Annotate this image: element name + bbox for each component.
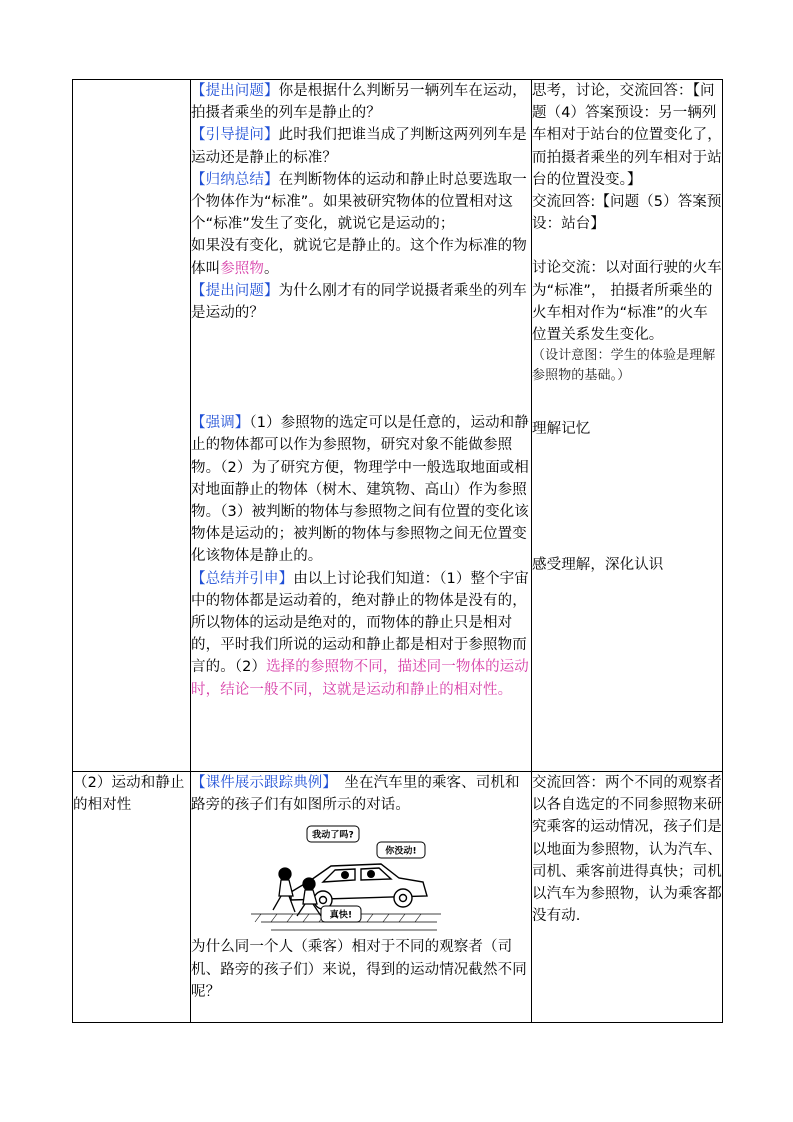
question-paragraph-2 [191, 280, 531, 324]
student-answer-e: 感受理解，深化认识 [532, 557, 664, 574]
lesson-plan-table [72, 79, 723, 1023]
summary-end: 。 [264, 260, 279, 277]
student-answer-b: 交流回答:【问题（5）答案预设：站台】 [532, 194, 722, 233]
reference-object-term: 参照物 [220, 260, 265, 277]
row2-left-cell [73, 772, 191, 1023]
passenger-icon [341, 871, 349, 879]
example-text: 坐在汽车里的乘客、司机和路旁的孩子们有如图所示的对话。 [191, 775, 520, 814]
car-dialogue-illustration [251, 822, 441, 932]
question-paragraph [191, 80, 531, 124]
design-intent-note: （设计意图：学生的体验是理解参照物的基础。） [532, 348, 716, 384]
example-question: 为什么同一个人（乘客）相对于不同的观察者（司机、路旁的孩子们）来说，得到的运动情况截然不同呢？ [191, 939, 527, 1000]
row2-teacher-cell [191, 772, 532, 1023]
extension-tag: 【总结并引申】 [191, 570, 294, 587]
guide-text: 此时我们把谁当成了判断这两列列车是运动还是静止的标准？ [191, 127, 527, 166]
car-scene-svg [251, 822, 441, 932]
student-answer-d: 理解记忆 [532, 421, 591, 438]
driver-icon [367, 870, 375, 878]
summary-paragraph [191, 169, 531, 236]
question-tag: 【提出问题】 [191, 83, 279, 99]
extension-paragraph [191, 568, 531, 701]
example-paragraph [191, 772, 531, 816]
summary-text-2: 如果没有变化，就说它是静止的。这个作为标准的物体叫 [191, 238, 527, 277]
guide-tag: 【引导提问】 [191, 127, 279, 144]
section-title: （2）运动和静止的相对性 [73, 775, 185, 814]
student-answer-c: 讨论交流：以对面行驶的火车为“标准”， 拍摄者所乘坐的火车相对作为“标准”的火车位置关系发生变化。 [532, 260, 722, 344]
row1-student-cell [532, 80, 723, 772]
emphasis-tag: 【强调】 [191, 415, 250, 432]
extension-text: 由以上讨论我们知道：（1）整个宇宙中的物体都是运动着的，绝对静止的物体是没有的，所以物体的运动是绝对的，而物体的静止只是相对的，平时我们所说的运动和静止都是相对于参照物而言的。（2） [191, 570, 529, 676]
question-tag-2: 【提出问题】 [191, 282, 279, 299]
question-text: 你是根据什么判断另一辆列车在运动，拍摄者乘坐的列车是静止的？ [191, 83, 527, 122]
example-tag: 【课件展示跟踪典例】 [191, 775, 330, 791]
row2-student-cell [532, 772, 723, 1023]
row1-teacher-cell [191, 80, 532, 772]
summary-tag: 【归纳总结】 [191, 171, 279, 188]
student-answer-f: 交流回答：两个不同的观察者以各自选定的不同参照物来研究乘客的运动情况，孩子们是以地面为参照物，认为汽车、司机、乘客前进得真快；司机以汽车为参照物，认为乘客都没有动. [532, 775, 722, 925]
guide-paragraph [191, 124, 531, 168]
table-row [73, 772, 723, 1023]
bubble-child-text: 真快! [329, 910, 353, 921]
emphasis-paragraph [191, 412, 531, 567]
table-row [73, 80, 723, 772]
summary-paragraph-2 [191, 235, 531, 279]
question-text-2: 为什么刚才有的同学说摄者乘坐的列车是运动的？ [191, 282, 527, 322]
summary-text: 在判断物体的运动和静止时总要选取一个物体作为“标准”。如果被研究物体的位置相对这个“标准”发生了变化，就说它是运动的； [191, 171, 527, 233]
row1-left-cell [73, 80, 191, 772]
student-answer-a: 思考，讨论，交流回答：【问题（4）答案预设：另一辆列车相对于站台的位置变化了，而拍摄者乘坐的列车相对于站台的位置没变。】 [532, 83, 722, 188]
bubble-driver-text: 你没动! [385, 846, 417, 857]
emphasis-text: （1）参照物的选定可以是任意的，运动和静止的物体都可以作为参照物，研究对象不能做参照物。（2）为了研究方便，物理学中一般选取地面或相对地面静止的物体（树木、建筑物、高山）作为参照物。（3）被判断的物体与参照物之间有位置的变化该物体是运动的；被判断的物体与参照物之间无位置变化该物体是静止的。 [191, 415, 529, 565]
bubble-passenger-text: 我动了吗? [312, 830, 354, 841]
relativity-conclusion: 选择的参照物不同，描述同一物体的运动时，结论一般不同，这就是运动和静止的相对性。 [191, 659, 529, 698]
